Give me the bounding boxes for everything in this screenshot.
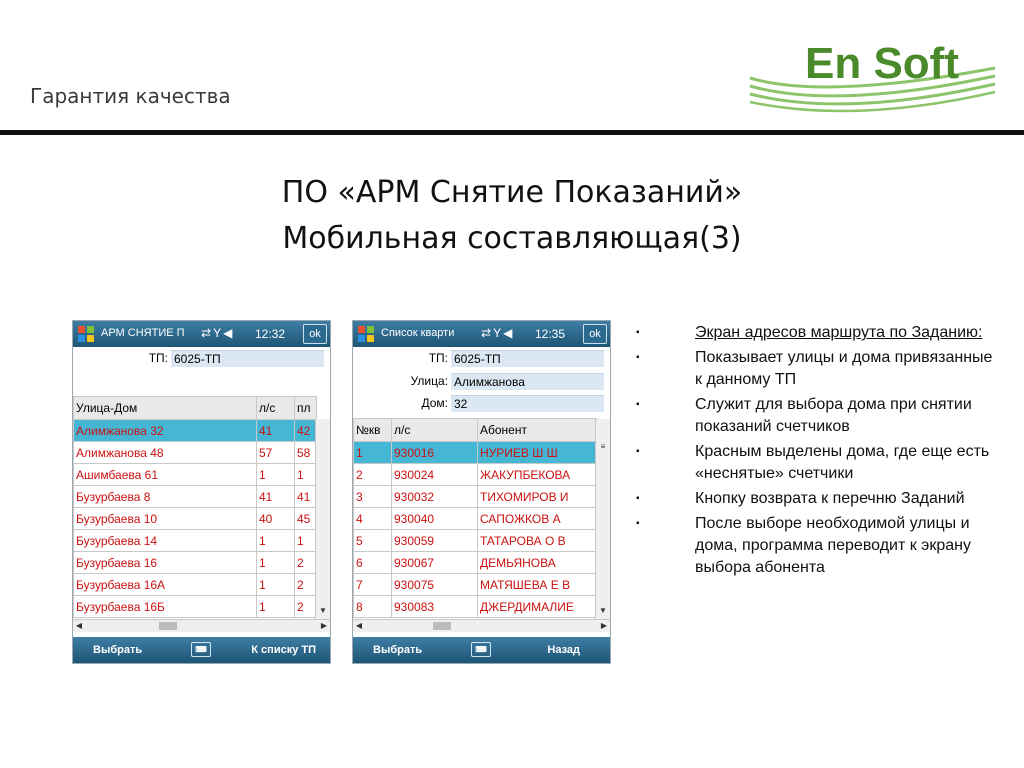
bullet-item: [636, 347, 996, 391]
apartment-row[interactable]: [354, 596, 597, 618]
house-row[interactable]: [74, 420, 317, 442]
slide-title-line2: Мобильная составляющая(3): [282, 221, 742, 256]
titlebar: [353, 321, 610, 347]
table-cell[interactable]: 1: [257, 574, 295, 596]
scroll-right-icon[interactable]: ▶: [320, 621, 328, 630]
signal-icon[interactable]: Y: [493, 326, 504, 340]
table-cell[interactable]: 41: [257, 486, 295, 508]
clock[interactable]: 12:32: [255, 327, 286, 341]
table-cell[interactable]: 1: [295, 464, 317, 486]
screen-route-addresses: [72, 320, 331, 664]
bullet-text: Кнопку возврата к перечню Заданий: [695, 490, 965, 507]
scroll-left-icon[interactable]: ◀: [75, 621, 83, 630]
table-cell[interactable]: 2: [295, 552, 317, 574]
table-cell[interactable]: 1: [354, 442, 392, 464]
horizontal-scrollbar[interactable]: [353, 619, 610, 632]
street-label: Улица:: [410, 374, 448, 388]
window-title: Список кварти: [381, 327, 455, 339]
table-cell[interactable]: 5: [354, 530, 392, 552]
table-cell[interactable]: 2: [295, 596, 317, 618]
scroll-left-icon[interactable]: ◀: [355, 621, 363, 630]
bullet-text: После выборе необходимой улицы и дома, программа переводит к экрану выбора абонента: [695, 515, 971, 576]
table-cell[interactable]: Алимжанова 48: [74, 442, 257, 464]
keyboard-icon[interactable]: ⌨: [191, 642, 211, 657]
table-cell[interactable]: Бузурбаева 8: [74, 486, 257, 508]
column-header-account[interactable]: л/с: [392, 419, 478, 442]
select-softkey[interactable]: Выбрать: [373, 644, 423, 656]
house-row[interactable]: [74, 442, 317, 464]
back-to-tp-list-softkey[interactable]: К списку ТП: [251, 644, 316, 656]
vertical-scrollbar[interactable]: [595, 419, 610, 619]
house-row[interactable]: [74, 574, 317, 596]
bullet-marker-icon: ▪: [636, 446, 640, 457]
table-cell[interactable]: 57: [257, 442, 295, 464]
column-header-pl[interactable]: пл: [295, 397, 317, 420]
table-cell[interactable]: 41: [257, 420, 295, 442]
table-cell[interactable]: 2: [354, 464, 392, 486]
bullet-item: [636, 441, 996, 485]
table-cell[interactable]: САПОЖКОВ А: [478, 508, 597, 530]
column-header-apartment[interactable]: №кв: [354, 419, 392, 442]
titlebar: [73, 321, 330, 347]
table-cell[interactable]: 930016: [392, 442, 478, 464]
screen-apartment-list: [352, 320, 611, 664]
table-cell[interactable]: 4: [354, 508, 392, 530]
table-cell[interactable]: ТИХОМИРОВ И: [478, 486, 597, 508]
table-cell[interactable]: Бузурбаева 14: [74, 530, 257, 552]
house-row[interactable]: [74, 530, 317, 552]
table-cell[interactable]: Ашимбаева 61: [74, 464, 257, 486]
column-header-street-house[interactable]: Улица-Дом: [74, 397, 257, 420]
bullet-text: Служит для выбора дома при снятии показаний счетчиков: [695, 396, 972, 435]
table-cell[interactable]: Бузурбаева 16Б: [74, 596, 257, 618]
slide-title: [0, 170, 1024, 262]
signal-icon[interactable]: Y: [213, 326, 224, 340]
table-cell[interactable]: Алимжанова 32: [74, 420, 257, 442]
table-cell[interactable]: ДЕМЬЯНОВА: [478, 552, 597, 574]
table-cell[interactable]: 2: [295, 574, 317, 596]
house-row[interactable]: [74, 596, 317, 618]
table-cell[interactable]: 42: [295, 420, 317, 442]
en-soft-logo: [745, 30, 1005, 115]
bullet-item: [636, 394, 996, 438]
tp-label: ТП:: [148, 351, 168, 365]
table-cell[interactable]: ЖАКУПБЕКОВА: [478, 464, 597, 486]
windows-start-icon[interactable]: [77, 325, 95, 343]
table-cell[interactable]: МАТЯШЕВА Е В: [478, 574, 597, 596]
house-label: Дом:: [421, 396, 448, 410]
table-cell[interactable]: 41: [295, 486, 317, 508]
ok-button[interactable]: ok: [303, 324, 327, 344]
status-icons: [481, 326, 514, 340]
back-softkey[interactable]: Назад: [547, 644, 580, 656]
table-cell[interactable]: 930040: [392, 508, 478, 530]
softkey-bar: [73, 637, 330, 663]
feature-bullet-list: [636, 322, 996, 582]
table-cell[interactable]: 3: [354, 486, 392, 508]
apartments-table: [353, 418, 597, 618]
horizontal-scrollbar[interactable]: [73, 619, 330, 632]
tp-field[interactable]: 6025-ТП: [451, 350, 604, 367]
bullet-marker-icon: ▪: [636, 399, 640, 410]
bullet-item: [636, 488, 996, 510]
window-title: АРМ СНЯТИЕ П: [101, 327, 185, 339]
connectivity-icon[interactable]: ⇄: [201, 326, 214, 340]
houses-table: [73, 396, 317, 618]
apartment-row[interactable]: [354, 486, 597, 508]
bullet-marker-icon: ▪: [636, 493, 640, 504]
table-cell[interactable]: 58: [295, 442, 317, 464]
bullet-item: [636, 322, 996, 344]
clock[interactable]: 12:35: [535, 327, 566, 341]
house-row[interactable]: [74, 508, 317, 530]
table-cell[interactable]: 1: [257, 552, 295, 574]
scroll-down-icon[interactable]: ▼: [599, 606, 607, 615]
keyboard-icon[interactable]: ⌨: [471, 642, 491, 657]
status-icons: [201, 326, 234, 340]
windows-start-icon[interactable]: [357, 325, 375, 343]
table-cell[interactable]: 45: [295, 508, 317, 530]
volume-icon[interactable]: ◀: [503, 326, 515, 340]
table-cell[interactable]: 6: [354, 552, 392, 574]
table-cell[interactable]: 8: [354, 596, 392, 618]
tp-field[interactable]: 6025-ТП: [171, 350, 324, 367]
table-cell[interactable]: Бузурбаева 10: [74, 508, 257, 530]
apartment-row[interactable]: [354, 442, 597, 464]
street-field[interactable]: Алимжанова: [451, 373, 604, 390]
table-cell[interactable]: 930075: [392, 574, 478, 596]
table-cell[interactable]: 930024: [392, 464, 478, 486]
table-cell[interactable]: 1: [257, 596, 295, 618]
bullet-text: Экран адресов маршрута по Заданию:: [695, 324, 983, 341]
tp-label: ТП:: [428, 351, 448, 365]
table-cell[interactable]: 930059: [392, 530, 478, 552]
table-cell[interactable]: НУРИЕВ Ш Ш: [478, 442, 597, 464]
header-title: Гарантия качества: [30, 84, 231, 108]
scroll-down-icon[interactable]: ▼: [319, 606, 327, 615]
bullet-item: [636, 513, 996, 579]
table-cell[interactable]: 7: [354, 574, 392, 596]
table-cell[interactable]: ДЖЕРДИМАЛИЕ: [478, 596, 597, 618]
ok-button[interactable]: ok: [583, 324, 607, 344]
house-row[interactable]: [74, 486, 317, 508]
apartment-row[interactable]: [354, 464, 597, 486]
slide-title-line1: ПО «АРМ Снятие Показаний»: [281, 175, 743, 210]
table-cell[interactable]: 930083: [392, 596, 478, 618]
table-cell[interactable]: 1: [257, 464, 295, 486]
bullet-marker-icon: ▪: [636, 518, 640, 529]
column-header-account[interactable]: л/с: [257, 397, 295, 420]
table-cell[interactable]: 1: [295, 530, 317, 552]
apartment-row[interactable]: [354, 530, 597, 552]
house-field[interactable]: 32: [451, 395, 604, 412]
vertical-scrollbar[interactable]: [315, 419, 330, 619]
table-cell[interactable]: 930067: [392, 552, 478, 574]
house-row[interactable]: [74, 552, 317, 574]
apartment-row[interactable]: [354, 552, 597, 574]
bullet-marker-icon: ▪: [636, 327, 640, 338]
bullet-text: Показывает улицы и дома привязанные к данному ТП: [695, 349, 993, 388]
apartment-row[interactable]: [354, 508, 597, 530]
bullet-text: Красным выделены дома, где еще есть «неснятые» счетчики: [695, 443, 990, 482]
house-row[interactable]: [74, 464, 317, 486]
svg-text:En Soft: En Soft: [805, 39, 959, 88]
table-cell[interactable]: 1: [257, 530, 295, 552]
scroll-right-icon[interactable]: ▶: [600, 621, 608, 630]
apartment-row[interactable]: [354, 574, 597, 596]
softkey-bar: [353, 637, 610, 663]
table-cell[interactable]: ТАТАРОВА О В: [478, 530, 597, 552]
header-divider: [0, 130, 1024, 135]
table-cell[interactable]: Бузурбаева 16А: [74, 574, 257, 596]
column-header-subscriber[interactable]: Абонент: [478, 419, 597, 442]
scroll-thumb[interactable]: [433, 622, 451, 630]
table-cell[interactable]: 930032: [392, 486, 478, 508]
select-softkey[interactable]: Выбрать: [93, 644, 143, 656]
table-cell[interactable]: 40: [257, 508, 295, 530]
connectivity-icon[interactable]: ⇄: [481, 326, 494, 340]
bullet-marker-icon: ▪: [636, 352, 640, 363]
scrollbar-grip-icon[interactable]: ≡: [600, 442, 606, 451]
volume-icon[interactable]: ◀: [223, 326, 235, 340]
table-cell[interactable]: Бузурбаева 16: [74, 552, 257, 574]
scroll-thumb[interactable]: [159, 622, 177, 630]
